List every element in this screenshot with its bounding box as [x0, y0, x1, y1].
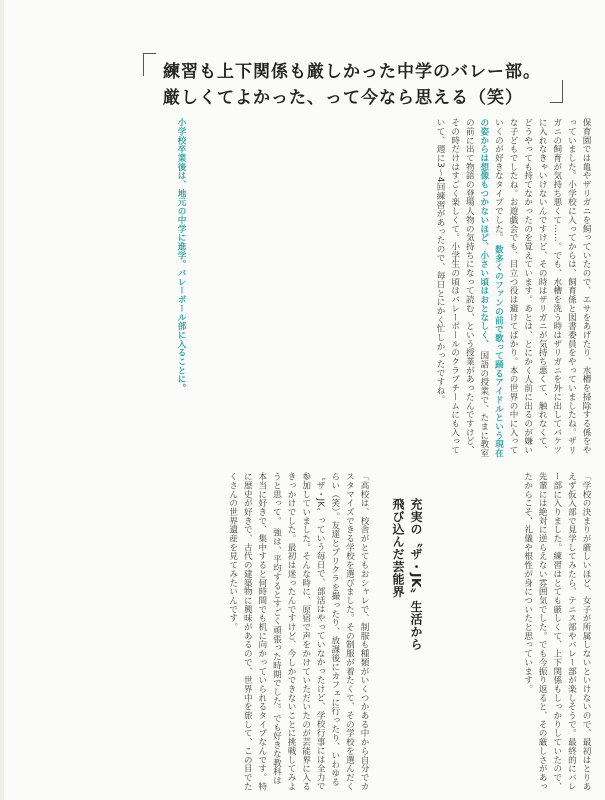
quote-line-1: 練習も上下関係も厳しかった中学のバレー部。 [163, 62, 541, 82]
highlight-text-1: 数多くのファンの前で歌って踊るアイドルという現在の姿からは想像もつかないほど、小さい頃はおとなしく、 [478, 118, 504, 458]
highlight-text-2: 小学校卒業後は、地元の中学に進学。バレーボール部に入ることに。 [176, 118, 186, 393]
article-body-top-right [183, 118, 593, 458]
section-heading [389, 498, 425, 650]
body-text: 国語の授業で、たまに教室の前に出て物語の登場人物の気持ちになって読む、という授業があったんですけど、その時だけはすごく楽しくて。小学生の頃はバレーボールのクラブチームにも入っていて、週に3〜4回練習があったので、毎日とにかく忙しかったですね。 [435, 118, 489, 458]
section-heading-line-1: 充実の〝ザ・JK〟生活から [409, 498, 423, 651]
article-body-top-left [28, 118, 188, 458]
body-text: 保育園では亀やザリガニを飼っていたので、エサをあげたり、水槽を掃除する係をやっていました。小学校に入ってからは、飼育係と図書委員をやっていましたね。ザリガニの飼育が気持ち悪くて……。でも、水槽を洗う時はザリガニを外に出してバケツに入れなきゃいけないんですけど、その時はザリガニが気持ち悪くて、触れなくて、どうやっても持てなかったのを覚えています。あとは、とにかく人前に出るのが嫌いな子どもでしたね。お遊戯会でも、目立つ役は避けてばかり。本の世界の中に入っていくのが好きなタイプでした。 [493, 118, 591, 455]
body-text: 強は、平均するとすごく頑張った時期でした。でも好きな教科は本当に好きで、集中すると何時間でも机に向かっていられるタイプなんです。特に歴史が好きで、古代の建築物に興味があるので、世界中を旅して、この目でたくさんの世界遺産を見てみたいんです。 [227, 472, 282, 791]
quote-line-2: 厳しくてよかった、って今なら思える（笑） [163, 88, 523, 108]
pull-quote [143, 53, 563, 108]
page-edge [0, 0, 4, 800]
quote-bracket-left [143, 53, 156, 76]
article-body-bottom-right [433, 472, 593, 792]
body-text: 「学校の決まりが厳しいほど、女子が所属しないといけないので、最初はとりあえず仮入部で見学してみたら、テニス部やバレー部が楽しそうで。最終的にバレー部に入りました。練習はとても厳しくて、上下関係もしっかりしていたので、先輩には絶対に逆らえない雰囲気でした。でも今振り返ると、その厳しさがあったからこそ、礼儀や根性が身についたと思っています。 [522, 472, 591, 791]
quote-bracket-right [550, 80, 563, 103]
section-heading-line-2: 飛び込んだ芸能界 [391, 498, 405, 598]
body-text: 「高校は、校舎がとてもおシャレで、制服も種類がいくつかある中から自分でカスタマイズできる学校を選びました。その制服が着たくて、その学校を選んだくらい（笑）。友達とプリクラを撮ったり、放課後にカフェに行ったり、いわゆる〝ザ・JK〟っていう毎日で、部活はやっていなかったけど、学校行事には全力で参加していました。そんな時に、原宿で声をかけていただいたのが芸能界に入るきっかけでした。最初は迷ったんですけど、今しかできないことに挑戦してみようと思って。 [271, 472, 369, 791]
article-body-bottom-left [26, 472, 371, 792]
